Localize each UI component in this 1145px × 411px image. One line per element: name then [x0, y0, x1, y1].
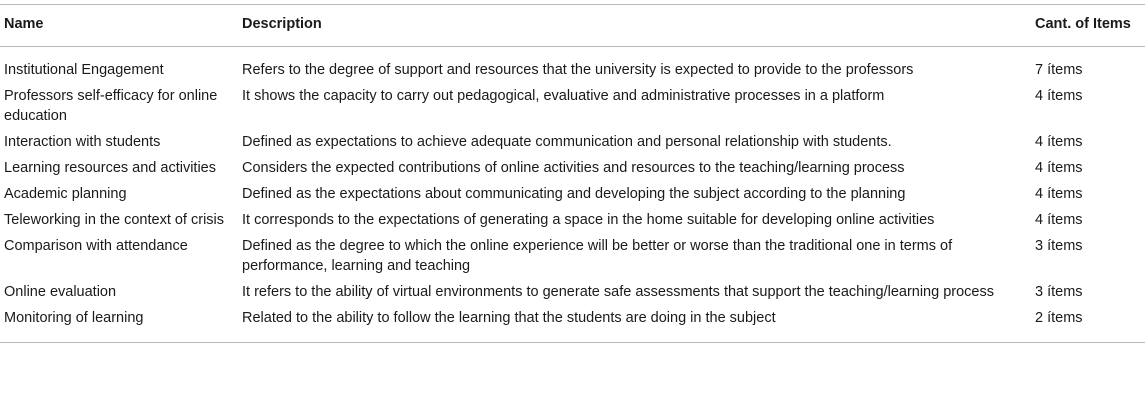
header-row — [0, 5, 1145, 47]
cell-items: 4 ítems — [1035, 88, 1083, 104]
table-row — [0, 282, 1145, 308]
cell-name: Monitoring of learning — [4, 310, 144, 326]
header-items: Cant. of Items — [1035, 16, 1131, 32]
cell-description: Defined as the degree to which the online experience will be better or worse than the traditional one in terms of performance, learning and teaching — [242, 238, 953, 274]
cell-description: It corresponds to the expectations of generating a space in the home suitable for developing online activities — [242, 212, 935, 228]
cell-items: 4 ítems — [1035, 186, 1083, 202]
table-row — [0, 308, 1145, 343]
table-row — [0, 132, 1145, 158]
cell-description: It refers to the ability of virtual environments to generate safe assessments that support the teaching/learning process — [242, 284, 994, 300]
cell-name: Comparison with attendance — [4, 238, 188, 254]
cell-items: 4 ítems — [1035, 160, 1083, 176]
cell-name: Interaction with students — [4, 134, 161, 150]
cell-name: Institutional Engagement — [4, 62, 164, 78]
header-description: Description — [242, 16, 322, 32]
cell-description: Defined as the expectations about communicating and developing the subject according to the planning — [242, 186, 906, 202]
cell-description: Refers to the degree of support and resources that the university is expected to provide to the professors — [242, 62, 914, 78]
table-row — [0, 236, 1145, 282]
cell-description: Considers the expected contributions of online activities and resources to the teaching/learning process — [242, 160, 905, 176]
table-row — [0, 210, 1145, 236]
cell-name: Teleworking in the context of crisis — [4, 212, 225, 228]
cell-items: 7 ítems — [1035, 62, 1083, 78]
table-row — [0, 47, 1145, 87]
cell-name: Online evaluation — [4, 284, 117, 300]
table-row — [0, 86, 1145, 132]
cell-items: 2 ítems — [1035, 310, 1083, 326]
table-row — [0, 184, 1145, 210]
cell-items: 3 ítems — [1035, 284, 1083, 300]
header-name: Name — [4, 16, 44, 32]
table-header — [0, 5, 1145, 47]
cell-items: 4 ítems — [1035, 134, 1083, 150]
cell-name: Academic planning — [4, 186, 127, 202]
dimensions-table — [0, 4, 1145, 343]
cell-description: Defined as expectations to achieve adequate communication and personal relationship with students. — [242, 134, 892, 150]
cell-items: 3 ítems — [1035, 238, 1083, 254]
table-row — [0, 158, 1145, 184]
cell-name: Professors self-efficacy for online education — [4, 88, 218, 124]
cell-description: It shows the capacity to carry out pedagogical, evaluative and administrative processes in a platform — [242, 88, 885, 104]
cell-items: 4 ítems — [1035, 212, 1083, 228]
cell-name: Learning resources and activities — [4, 160, 216, 176]
cell-description: Related to the ability to follow the learning that the students are doing in the subject — [242, 310, 776, 326]
table-body — [0, 47, 1145, 343]
